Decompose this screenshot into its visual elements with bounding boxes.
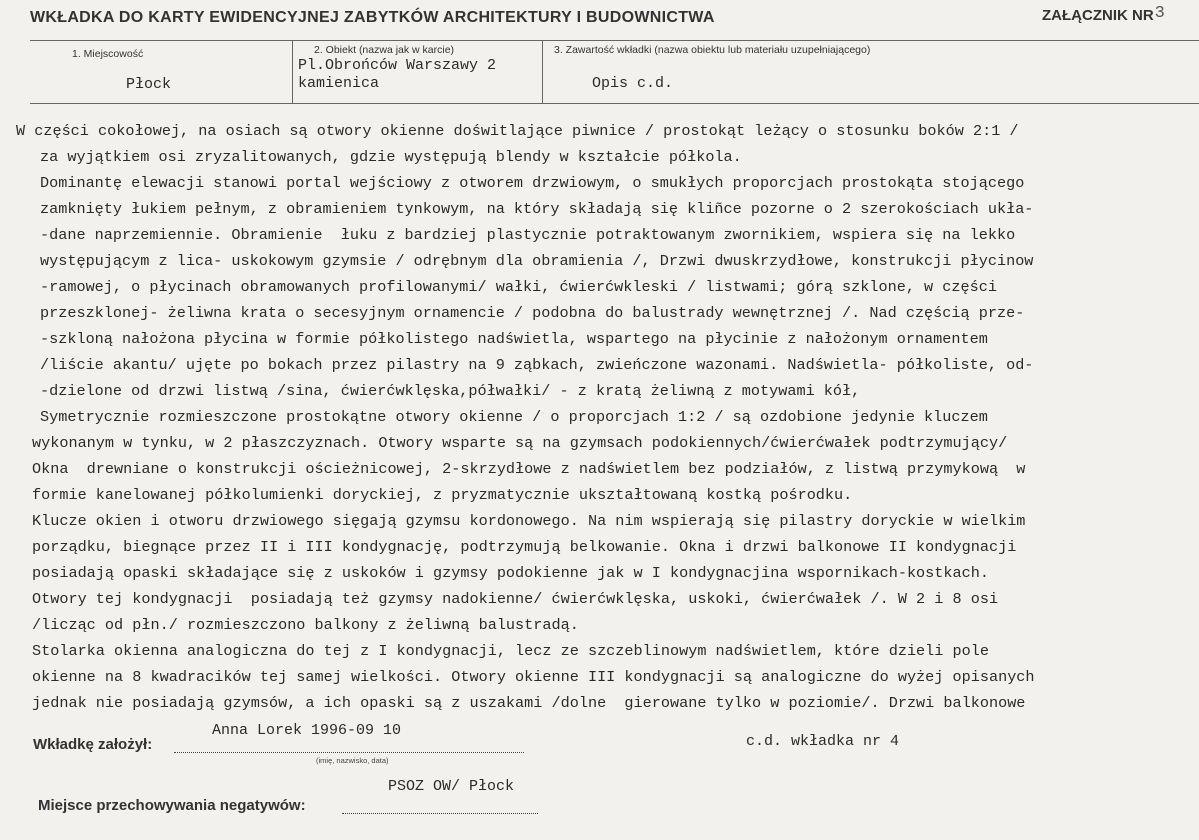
body-line: -szkloną nałożona płycina w formie półkolistego nadświetla, wspartego na płycinie z nałożonym ornamentem — [40, 330, 988, 348]
locality-label: 1. Miejscowość — [72, 48, 144, 60]
header-bottom-rule — [30, 103, 1199, 104]
header-divider-2 — [542, 40, 543, 103]
body-line: -dane naprzemiennie. Obramienie łuku z bardziej plastycznie potraktowanym zwornikiem, wspiera się na lekko — [40, 226, 1016, 244]
body-line: posiadają opaski składające się z uskoków i gzymsy podokienne jak w I kondygnacjina wspornikach-kostkach. — [32, 564, 989, 582]
created-by-line — [174, 752, 524, 753]
body-line: za wyjątkiem osi zryzalitowanych, gdzie występują blendy w kształcie półkola. — [40, 148, 742, 166]
body-line: porządku, biegnące przez II i III kondygnację, podtrzymują belkowanie. Okna i drzwi balkonowe II kondygnacji — [32, 538, 1017, 556]
header-top-rule — [30, 40, 1199, 41]
body-line: Symetrycznie rozmieszczone prostokątne otwory okienne / o proporcjach 1:2 / są ozdobione jedynie kluczem — [40, 408, 988, 426]
form-title: WKŁADKA DO KARTY EWIDENCYJNEJ ZABYTKÓW ARCHITEKTURY I BUDOWNICTWA — [30, 9, 715, 26]
body-line: okienne na 8 kwadracików tej samej wielkości. Otwory okienne III kondygnacji są analogiczne do wyżej opisanych — [32, 668, 1035, 686]
content-label: 3. Zawartość wkładki (nazwa obiektu lub materiału uzupełniającego) — [554, 44, 871, 56]
body-line: jednak nie posiadają gzymsów, a ich opaski są z uszakami /dolne gierowane tylko w poziomie/. Drzwi balkonowe — [32, 694, 1026, 712]
created-by-value: Anna Lorek 1996-09 10 — [212, 722, 402, 739]
body-line: Stolarka okienna analogiczna do tej z I kondygnacji, lecz ze szczeblinowym nadświetlem, które dzieli pole — [32, 642, 989, 660]
object-value-line2: kamienica — [298, 75, 380, 92]
body-line: Klucze okien i otworu drzwiowego sięgają gzymsu kordonowego. Na nim wspierają się pilastry doryckie w wielkim — [32, 512, 1026, 530]
content-value: Opis c.d. — [592, 75, 674, 92]
storage-value: PSOZ OW/ Płock — [388, 778, 515, 795]
body-line: Otwory tej kondygnacji posiadają też gzymsy nadokienne/ ćwierćwklęska, uskoki, ćwierćwałek /. W 2 i 8 osi — [32, 590, 999, 608]
body-line: Okna drewniane o konstrukcji ościeżnicowej, 2-skrzydłowe z nadświetlem bez podziałów, z listwą przymykową w — [32, 460, 1026, 478]
body-line: /licząc od płn./ rozmieszczono balkony z żeliwną balustradą. — [32, 616, 579, 634]
annex-number: 3 — [1154, 4, 1165, 23]
body-line: W części cokołowej, na osiach są otwory okienne doświtlające piwnice / prostokąt leżący o stosunku boków 2:1 / — [16, 122, 1019, 140]
annex-label — [1042, 4, 1165, 26]
body-line: wykonanym w tynku, w 2 płaszczyznach. Otwory wsparte są na gzymsach podokiennych/ćwierćwałek podtrzymujący/ — [32, 434, 1008, 452]
created-by-note: (imię, nazwisko, data) — [316, 756, 389, 765]
object-label: 2. Obiekt (nazwa jak w karcie) — [314, 44, 455, 56]
locality-value: Płock — [126, 76, 172, 93]
body-line: przeszklonej- żeliwna krata o secesyjnym ornamencie / podobna do balustrady wewnętrznej /. Nad częścią prze- — [40, 304, 1025, 322]
continuation-note: c.d. wkładka nr 4 — [746, 733, 900, 750]
body-line: -ramowej, o płycinach obramowanych profilowanymi/ wałki, ćwierćwkleski / listwami; górą szklone, w części — [40, 278, 997, 296]
body-line: -dzielone od drzwi listwą /sina, ćwierćwklęska,półwałki/ - z kratą żeliwną z motywami kół, — [40, 382, 861, 400]
storage-line — [342, 813, 538, 814]
annex-label-text: ZAŁĄCZNIK NR — [1042, 7, 1154, 24]
body-line: występującym z lica- uskokowym gzymsie / odrębnym dla obramienia /, Drzwi dwuskrzydłowe, konstrukcji płycinow — [40, 252, 1034, 270]
body-line: formie kanelowanej półkolumienki doryckiej, z pryzmatycznie ukształtowaną kostką pośrodku. — [32, 486, 853, 504]
object-value-line1: Pl.Obrońców Warszawy 2 — [298, 57, 497, 74]
body-line: zamknięty łukiem pełnym, z obramieniem tynkowym, na który składają się kliñce pozorne o 2 szerokościach ukła- — [40, 200, 1034, 218]
storage-label: Miejsce przechowywania negatywów: — [38, 797, 306, 814]
body-line: /liście akantu/ ujęte po bokach przez pilastry na 9 ząbkach, zwieńczone wazonami. Nadświetla- półkoliste, od- — [40, 356, 1034, 374]
body-line: Dominantę elewacji stanowi portal wejściowy z otworem drzwiowym, o smukłych proporcjach prostokąta stojącego — [40, 174, 1025, 192]
created-by-label: Wkładkę założył: — [33, 736, 153, 753]
header-divider-1 — [292, 40, 293, 103]
